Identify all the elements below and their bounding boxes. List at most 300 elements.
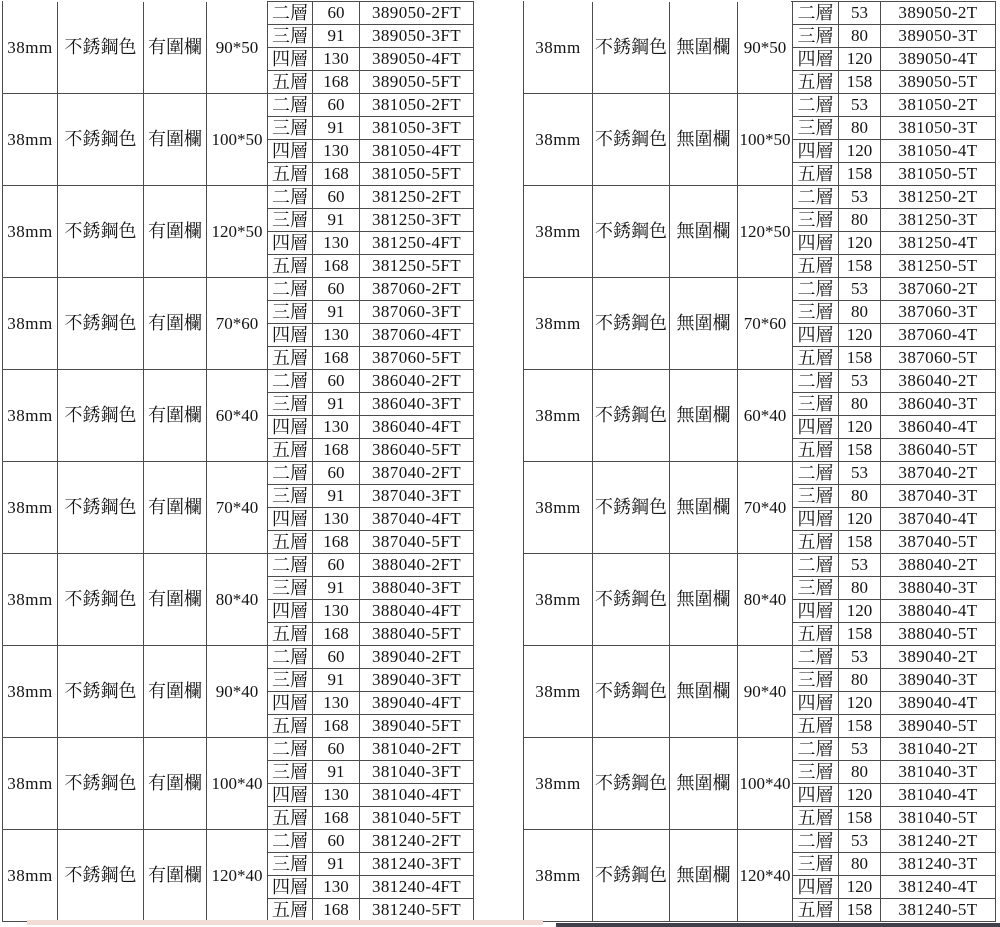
- thickness-cell: 38mm: [3, 830, 58, 922]
- tier-row: [524, 2, 996, 25]
- qty-cell: 53: [839, 186, 881, 209]
- qty-cell: 158: [839, 531, 881, 554]
- tier-label-cell: 三層: [268, 25, 313, 48]
- model-code-cell: 389040-2FT: [360, 646, 474, 669]
- qty-cell: 120: [839, 692, 881, 715]
- qty-cell: 53: [839, 2, 881, 25]
- tier-label-cell: 二層: [793, 186, 839, 209]
- qty-cell: 91: [313, 577, 360, 600]
- fence-cell: 無圍欄: [670, 554, 738, 646]
- qty-cell: 120: [839, 324, 881, 347]
- tier-label-cell: 二層: [793, 462, 839, 485]
- model-code-cell: 381240-2FT: [360, 830, 474, 853]
- qty-cell: 168: [313, 71, 360, 94]
- model-code-cell: 387060-5T: [881, 347, 996, 370]
- finish-color-cell: 不銹鋼色: [593, 738, 670, 830]
- size-cell: 90*50: [207, 2, 268, 94]
- model-code-cell: 387060-2T: [881, 278, 996, 301]
- fence-cell: 無圍欄: [670, 370, 738, 462]
- qty-cell: 80: [839, 853, 881, 876]
- tier-row: [3, 94, 474, 117]
- tier-label-cell: 五層: [793, 623, 839, 646]
- size-cell: 120*40: [207, 830, 268, 922]
- fence-cell: 有圍欄: [144, 278, 207, 370]
- model-code-cell: 381040-3T: [881, 761, 996, 784]
- model-code-cell: 381040-2FT: [360, 738, 474, 761]
- finish-color-cell: 不銹鋼色: [58, 186, 144, 278]
- model-code-cell: 389040-3FT: [360, 669, 474, 692]
- fence-cell: 無圍欄: [670, 462, 738, 554]
- tier-row: [524, 94, 996, 117]
- thickness-cell: 38mm: [524, 646, 593, 738]
- size-cell: 90*40: [207, 646, 268, 738]
- size-cell: 80*40: [738, 554, 793, 646]
- model-code-cell: 389040-4T: [881, 692, 996, 715]
- finish-color-cell: 不銹鋼色: [58, 94, 144, 186]
- qty-cell: 168: [313, 899, 360, 922]
- tier-label-cell: 二層: [268, 830, 313, 853]
- qty-cell: 80: [839, 577, 881, 600]
- qty-cell: 130: [313, 140, 360, 163]
- tier-label-cell: 二層: [793, 830, 839, 853]
- tier-label-cell: 二層: [268, 186, 313, 209]
- model-code-cell: 387040-5FT: [360, 531, 474, 554]
- model-code-cell: 381050-4T: [881, 140, 996, 163]
- finish-color-cell: 不銹鋼色: [593, 278, 670, 370]
- qty-cell: 80: [839, 209, 881, 232]
- tier-label-cell: 二層: [793, 738, 839, 761]
- model-code-cell: 381250-5FT: [360, 255, 474, 278]
- fence-cell: 有圍欄: [144, 94, 207, 186]
- qty-cell: 130: [313, 784, 360, 807]
- bottom-scan-artifact-dark: [556, 923, 1000, 927]
- qty-cell: 80: [839, 301, 881, 324]
- model-code-cell: 381040-3FT: [360, 761, 474, 784]
- qty-cell: 158: [839, 899, 881, 922]
- qty-cell: 130: [313, 600, 360, 623]
- finish-color-cell: 不銹鋼色: [593, 830, 670, 922]
- model-code-cell: 381250-4FT: [360, 232, 474, 255]
- tier-label-cell: 三層: [268, 761, 313, 784]
- tier-label-cell: 四層: [793, 600, 839, 623]
- tier-label-cell: 二層: [793, 278, 839, 301]
- top-border-gap-left: [3, 0, 267, 2]
- model-code-cell: 387060-4T: [881, 324, 996, 347]
- qty-cell: 60: [313, 278, 360, 301]
- model-code-cell: 387040-2FT: [360, 462, 474, 485]
- tier-label-cell: 五層: [268, 439, 313, 462]
- tier-label-cell: 二層: [268, 738, 313, 761]
- fence-cell: 無圍欄: [670, 278, 738, 370]
- tier-label-cell: 三層: [268, 301, 313, 324]
- finish-color-cell: 不銹鋼色: [58, 370, 144, 462]
- tier-label-cell: 三層: [793, 853, 839, 876]
- finish-color-cell: 不銹鋼色: [58, 462, 144, 554]
- qty-cell: 130: [313, 416, 360, 439]
- tier-label-cell: 五層: [793, 439, 839, 462]
- qty-cell: 120: [839, 416, 881, 439]
- model-code-cell: 389040-4FT: [360, 692, 474, 715]
- tier-row: [524, 738, 996, 761]
- qty-cell: 53: [839, 462, 881, 485]
- tier-label-cell: 四層: [793, 140, 839, 163]
- qty-cell: 91: [313, 853, 360, 876]
- qty-cell: 53: [839, 830, 881, 853]
- fence-cell: 有圍欄: [144, 370, 207, 462]
- model-code-cell: 381050-3FT: [360, 117, 474, 140]
- model-code-cell: 389040-5T: [881, 715, 996, 738]
- qty-cell: 120: [839, 140, 881, 163]
- qty-cell: 91: [313, 761, 360, 784]
- qty-cell: 60: [313, 830, 360, 853]
- tier-row: [524, 830, 996, 853]
- qty-cell: 60: [313, 186, 360, 209]
- model-code-cell: 386040-2T: [881, 370, 996, 393]
- model-code-cell: 388040-3T: [881, 577, 996, 600]
- qty-cell: 120: [839, 600, 881, 623]
- model-code-cell: 381250-2T: [881, 186, 996, 209]
- tier-label-cell: 四層: [793, 784, 839, 807]
- size-cell: 120*40: [738, 830, 793, 922]
- model-code-cell: 387060-3FT: [360, 301, 474, 324]
- qty-cell: 91: [313, 301, 360, 324]
- model-code-cell: 381240-5FT: [360, 899, 474, 922]
- tier-label-cell: 四層: [793, 692, 839, 715]
- tier-row: [3, 278, 474, 301]
- qty-cell: 80: [839, 117, 881, 140]
- qty-cell: 60: [313, 738, 360, 761]
- qty-cell: 91: [313, 393, 360, 416]
- model-code-cell: 381050-4FT: [360, 140, 474, 163]
- tier-label-cell: 二層: [268, 278, 313, 301]
- qty-cell: 91: [313, 209, 360, 232]
- model-code-cell: 389050-3T: [881, 25, 996, 48]
- model-code-cell: 388040-3FT: [360, 577, 474, 600]
- finish-color-cell: 不銹鋼色: [593, 646, 670, 738]
- qty-cell: 80: [839, 761, 881, 784]
- model-code-cell: 386040-3FT: [360, 393, 474, 416]
- size-cell: 100*50: [207, 94, 268, 186]
- model-code-cell: 389040-3T: [881, 669, 996, 692]
- tier-label-cell: 五層: [793, 531, 839, 554]
- qty-cell: 60: [313, 462, 360, 485]
- qty-cell: 80: [839, 669, 881, 692]
- size-cell: 80*40: [207, 554, 268, 646]
- qty-cell: 158: [839, 71, 881, 94]
- thickness-cell: 38mm: [524, 370, 593, 462]
- tier-label-cell: 四層: [793, 876, 839, 899]
- tier-label-cell: 四層: [268, 692, 313, 715]
- qty-cell: 168: [313, 163, 360, 186]
- thickness-cell: 38mm: [3, 462, 58, 554]
- size-cell: 70*60: [738, 278, 793, 370]
- qty-cell: 80: [839, 25, 881, 48]
- fence-cell: 有圍欄: [144, 830, 207, 922]
- fence-cell: 無圍欄: [670, 738, 738, 830]
- model-code-cell: 381240-4T: [881, 876, 996, 899]
- tier-label-cell: 二層: [268, 554, 313, 577]
- tier-row: [3, 646, 474, 669]
- tier-label-cell: 三層: [268, 485, 313, 508]
- tier-row: [3, 370, 474, 393]
- tier-row: [3, 462, 474, 485]
- thickness-cell: 38mm: [3, 186, 58, 278]
- model-code-cell: 389050-2T: [881, 2, 996, 25]
- tier-label-cell: 三層: [793, 485, 839, 508]
- tier-label-cell: 三層: [268, 577, 313, 600]
- model-code-cell: 381040-5T: [881, 807, 996, 830]
- model-code-cell: 386040-2FT: [360, 370, 474, 393]
- qty-cell: 168: [313, 347, 360, 370]
- tier-label-cell: 二層: [793, 2, 839, 25]
- fence-cell: 無圍欄: [670, 646, 738, 738]
- tier-label-cell: 四層: [793, 48, 839, 71]
- thickness-cell: 38mm: [3, 554, 58, 646]
- tier-label-cell: 三層: [793, 393, 839, 416]
- tier-row: [524, 370, 996, 393]
- model-code-cell: 381050-5T: [881, 163, 996, 186]
- tier-label-cell: 四層: [793, 324, 839, 347]
- model-code-cell: 388040-4FT: [360, 600, 474, 623]
- fence-cell: 有圍欄: [144, 554, 207, 646]
- tier-row: [3, 2, 474, 25]
- model-code-cell: 381250-2FT: [360, 186, 474, 209]
- tier-label-cell: 二層: [793, 94, 839, 117]
- model-code-cell: 389040-2T: [881, 646, 996, 669]
- tier-label-cell: 三層: [793, 669, 839, 692]
- tier-label-cell: 五層: [793, 807, 839, 830]
- tier-label-cell: 五層: [268, 255, 313, 278]
- size-cell: 70*40: [207, 462, 268, 554]
- fence-cell: 無圍欄: [670, 186, 738, 278]
- thickness-cell: 38mm: [524, 94, 593, 186]
- finish-color-cell: 不銹鋼色: [593, 462, 670, 554]
- thickness-cell: 38mm: [524, 278, 593, 370]
- model-code-cell: 381050-3T: [881, 117, 996, 140]
- model-code-cell: 381240-2T: [881, 830, 996, 853]
- model-code-cell: 388040-2T: [881, 554, 996, 577]
- finish-color-cell: 不銹鋼色: [58, 554, 144, 646]
- qty-cell: 168: [313, 623, 360, 646]
- qty-cell: 158: [839, 623, 881, 646]
- size-cell: 100*50: [738, 94, 793, 186]
- qty-cell: 53: [839, 738, 881, 761]
- fence-cell: 有圍欄: [144, 186, 207, 278]
- model-code-cell: 381250-3FT: [360, 209, 474, 232]
- tier-label-cell: 五層: [268, 71, 313, 94]
- finish-color-cell: 不銹鋼色: [58, 646, 144, 738]
- size-cell: 90*50: [738, 2, 793, 94]
- model-code-cell: 381250-4T: [881, 232, 996, 255]
- model-code-cell: 389050-4T: [881, 48, 996, 71]
- model-code-cell: 387060-5FT: [360, 347, 474, 370]
- tier-label-cell: 二層: [793, 370, 839, 393]
- thickness-cell: 38mm: [524, 2, 593, 94]
- model-code-cell: 387060-2FT: [360, 278, 474, 301]
- qty-cell: 80: [839, 393, 881, 416]
- model-code-cell: 381240-3T: [881, 853, 996, 876]
- model-code-cell: 381040-2T: [881, 738, 996, 761]
- model-code-cell: 388040-2FT: [360, 554, 474, 577]
- spec-table-unfenced-body: [524, 2, 996, 922]
- qty-cell: 53: [839, 370, 881, 393]
- thickness-cell: 38mm: [3, 370, 58, 462]
- model-code-cell: 386040-5T: [881, 439, 996, 462]
- qty-cell: 158: [839, 163, 881, 186]
- finish-color-cell: 不銹鋼色: [593, 186, 670, 278]
- tier-label-cell: 五層: [793, 347, 839, 370]
- qty-cell: 91: [313, 485, 360, 508]
- model-code-cell: 389050-2FT: [360, 2, 474, 25]
- qty-cell: 53: [839, 554, 881, 577]
- tier-label-cell: 四層: [268, 324, 313, 347]
- qty-cell: 130: [313, 508, 360, 531]
- spec-table-fenced-body: [3, 2, 474, 922]
- tier-label-cell: 三層: [268, 117, 313, 140]
- model-code-cell: 381250-3T: [881, 209, 996, 232]
- qty-cell: 168: [313, 531, 360, 554]
- thickness-cell: 38mm: [524, 186, 593, 278]
- tier-label-cell: 三層: [268, 393, 313, 416]
- model-code-cell: 381040-5FT: [360, 807, 474, 830]
- model-code-cell: 381040-4FT: [360, 784, 474, 807]
- finish-color-cell: 不銹鋼色: [593, 370, 670, 462]
- qty-cell: 120: [839, 784, 881, 807]
- model-code-cell: 389040-5FT: [360, 715, 474, 738]
- tier-row: [524, 186, 996, 209]
- model-code-cell: 381050-2T: [881, 94, 996, 117]
- size-cell: 120*50: [207, 186, 268, 278]
- fence-cell: 無圍欄: [670, 830, 738, 922]
- fence-cell: 有圍欄: [144, 646, 207, 738]
- model-code-cell: 389050-5FT: [360, 71, 474, 94]
- thickness-cell: 38mm: [3, 738, 58, 830]
- tier-label-cell: 五層: [268, 347, 313, 370]
- qty-cell: 130: [313, 232, 360, 255]
- qty-cell: 168: [313, 255, 360, 278]
- tier-label-cell: 三層: [793, 577, 839, 600]
- finish-color-cell: 不銹鋼色: [58, 830, 144, 922]
- model-code-cell: 387060-3T: [881, 301, 996, 324]
- tier-label-cell: 四層: [793, 508, 839, 531]
- tier-label-cell: 五層: [268, 531, 313, 554]
- model-code-cell: 387040-2T: [881, 462, 996, 485]
- size-cell: 70*40: [738, 462, 793, 554]
- finish-color-cell: 不銹鋼色: [593, 554, 670, 646]
- thickness-cell: 38mm: [3, 278, 58, 370]
- size-cell: 60*40: [207, 370, 268, 462]
- qty-cell: 53: [839, 94, 881, 117]
- tier-label-cell: 二層: [268, 370, 313, 393]
- tier-row: [3, 830, 474, 853]
- model-code-cell: 388040-5T: [881, 623, 996, 646]
- qty-cell: 120: [839, 48, 881, 71]
- tier-label-cell: 四層: [793, 232, 839, 255]
- thickness-cell: 38mm: [3, 94, 58, 186]
- tier-label-cell: 五層: [793, 71, 839, 94]
- qty-cell: 130: [313, 692, 360, 715]
- spec-table-unfenced: [523, 1, 996, 922]
- model-code-cell: 386040-4T: [881, 416, 996, 439]
- qty-cell: 60: [313, 2, 360, 25]
- thickness-cell: 38mm: [524, 462, 593, 554]
- fence-cell: 有圍欄: [144, 738, 207, 830]
- model-code-cell: 388040-4T: [881, 600, 996, 623]
- fence-cell: 有圍欄: [144, 462, 207, 554]
- qty-cell: 53: [839, 646, 881, 669]
- qty-cell: 158: [839, 439, 881, 462]
- tier-row: [524, 646, 996, 669]
- qty-cell: 91: [313, 25, 360, 48]
- qty-cell: 158: [839, 807, 881, 830]
- qty-cell: 168: [313, 715, 360, 738]
- qty-cell: 158: [839, 715, 881, 738]
- tier-label-cell: 五層: [268, 623, 313, 646]
- tier-label-cell: 二層: [268, 94, 313, 117]
- qty-cell: 130: [313, 324, 360, 347]
- qty-cell: 168: [313, 439, 360, 462]
- model-code-cell: 387040-4T: [881, 508, 996, 531]
- model-code-cell: 386040-3T: [881, 393, 996, 416]
- tier-label-cell: 四層: [268, 232, 313, 255]
- qty-cell: 130: [313, 48, 360, 71]
- model-code-cell: 381040-4T: [881, 784, 996, 807]
- model-code-cell: 386040-5FT: [360, 439, 474, 462]
- model-code-cell: 381240-5T: [881, 899, 996, 922]
- tier-label-cell: 四層: [268, 416, 313, 439]
- model-code-cell: 381240-3FT: [360, 853, 474, 876]
- thickness-cell: 38mm: [3, 2, 58, 94]
- tier-label-cell: 二層: [268, 646, 313, 669]
- qty-cell: 60: [313, 94, 360, 117]
- tier-label-cell: 四層: [268, 48, 313, 71]
- model-code-cell: 388040-5FT: [360, 623, 474, 646]
- spec-table-fenced: [2, 1, 474, 922]
- size-cell: 60*40: [738, 370, 793, 462]
- finish-color-cell: 不銹鋼色: [58, 738, 144, 830]
- tier-row: [524, 278, 996, 301]
- size-cell: 100*40: [738, 738, 793, 830]
- tier-row: [3, 738, 474, 761]
- tier-label-cell: 三層: [793, 209, 839, 232]
- finish-color-cell: 不銹鋼色: [58, 2, 144, 94]
- model-code-cell: 389050-3FT: [360, 25, 474, 48]
- model-code-cell: 387040-4FT: [360, 508, 474, 531]
- tier-label-cell: 二層: [793, 554, 839, 577]
- tier-label-cell: 五層: [793, 163, 839, 186]
- qty-cell: 158: [839, 255, 881, 278]
- fence-cell: 無圍欄: [670, 2, 738, 94]
- size-cell: 90*40: [738, 646, 793, 738]
- model-code-cell: 381050-5FT: [360, 163, 474, 186]
- top-border-gap-right: [524, 0, 791, 2]
- tier-label-cell: 五層: [793, 899, 839, 922]
- qty-cell: 130: [313, 876, 360, 899]
- qty-cell: 91: [313, 117, 360, 140]
- tier-label-cell: 三層: [268, 853, 313, 876]
- thickness-cell: 38mm: [3, 646, 58, 738]
- tier-row: [524, 462, 996, 485]
- qty-cell: 53: [839, 278, 881, 301]
- qty-cell: 168: [313, 807, 360, 830]
- model-code-cell: 389050-5T: [881, 71, 996, 94]
- tier-label-cell: 二層: [268, 462, 313, 485]
- tier-label-cell: 五層: [793, 255, 839, 278]
- qty-cell: 60: [313, 370, 360, 393]
- tier-label-cell: 四層: [268, 876, 313, 899]
- tier-label-cell: 五層: [268, 899, 313, 922]
- tier-label-cell: 四層: [268, 140, 313, 163]
